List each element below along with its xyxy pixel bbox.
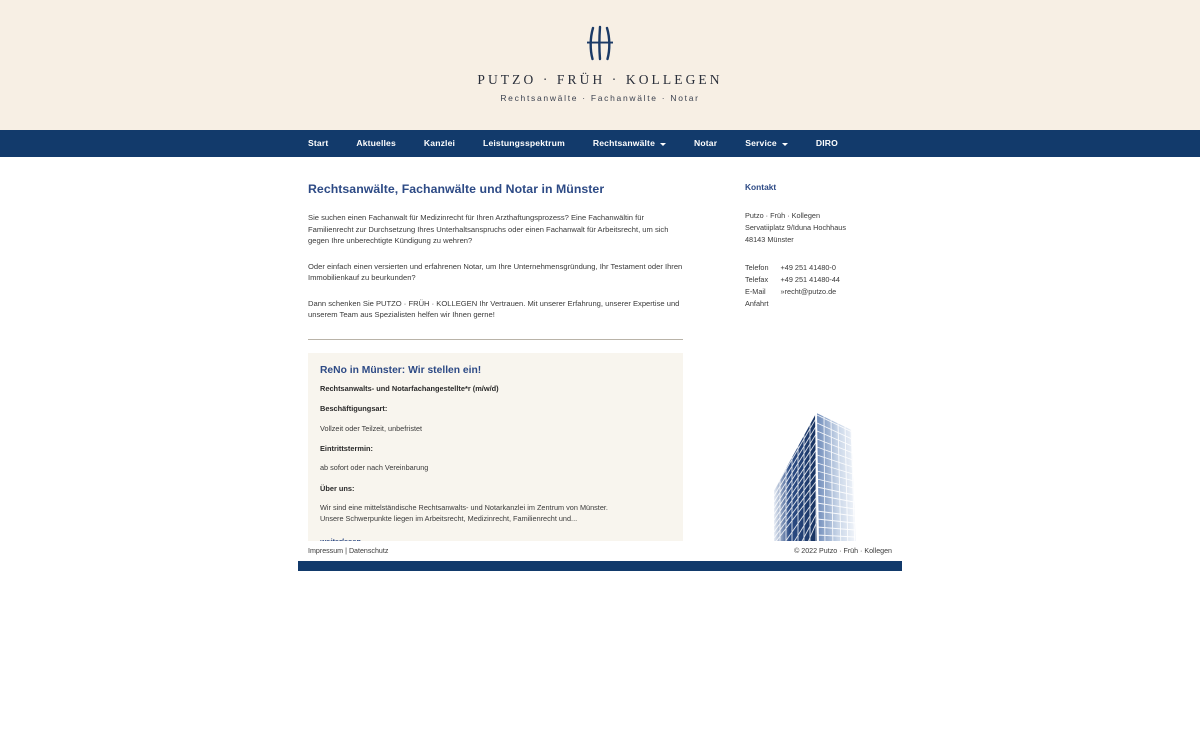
address-line-3: 48143 Münster: [745, 234, 794, 244]
footer: [298, 541, 902, 561]
job-about-label: Über uns:: [320, 483, 355, 493]
footer-separator: |: [345, 547, 347, 555]
contact-value-fax: +49 251 41480-44: [780, 275, 840, 285]
job-field-label-startdate: Eintrittstermin:: [320, 444, 373, 454]
nav-item-start[interactable]: [298, 130, 342, 157]
contact-sidebar: [745, 157, 895, 310]
nav-item-leistungsspektrum[interactable]: [469, 130, 579, 157]
job-about-line-2: Unsere Schwerpunkte liegen im Arbeitsrecht, Medizinrecht, Familienrecht und...: [320, 514, 578, 524]
nav-label: Aktuelles: [356, 138, 396, 148]
contact-row-phone: [745, 262, 840, 274]
job-posting-box: [308, 353, 683, 563]
contact-title: Kontakt: [745, 182, 777, 192]
nav-label: Leistungsspektrum: [483, 138, 565, 148]
job-posting-title: ReNo in Münster: Wir stellen ein!: [320, 364, 482, 376]
directions-link[interactable]: Anfahrt: [745, 298, 769, 308]
nav-item-rechtsanwaelte[interactable]: [579, 130, 680, 157]
contact-value-email[interactable]: [781, 286, 840, 298]
job-about-line-1: Wir sind eine mittelständische Rechtsanwalts- und Notarkanzlei im Zentrum von Münster.: [320, 503, 608, 513]
brand-name: PUTZO · FRÜH · KOLLEGEN: [477, 72, 723, 87]
contact-value-phone: +49 251 41480-0: [780, 263, 836, 273]
nav-label: Rechtsanwälte: [592, 138, 656, 148]
address-line-1: Putzo · Früh · Kollegen: [745, 211, 821, 220]
nav-label: DIRO: [815, 138, 838, 148]
nav-label: Notar: [694, 138, 718, 148]
contact-row-fax: [745, 274, 840, 286]
job-field-value-startdate: ab sofort oder nach Vereinbarung: [320, 463, 429, 473]
contact-label-fax: Telefax: [745, 275, 769, 285]
intro-paragraph-3: Dann schenken Sie PUTZO · FRÜH · KOLLEGEN Ihr Vertrauen. Mit unserer Erfahrung, unserer Expertise und unserem Team aus Spezialisten helfen wir Ihnen gerne!: [308, 298, 680, 320]
contact-row-email: [745, 286, 840, 298]
job-field-value-employment: Vollzeit oder Teilzeit, unbefristet: [320, 423, 423, 433]
nav-label: Service: [745, 138, 777, 148]
job-field-label-employment: Beschäftigungsart:: [320, 404, 388, 414]
chevron-down-icon: [782, 143, 788, 146]
header-band: [0, 0, 1200, 130]
page-title: Rechtsanwälte, Fachanwälte und Notar in Münster: [308, 182, 605, 196]
footer-accent-bar: [298, 561, 902, 571]
contact-row-directions: [745, 298, 840, 310]
brand-subtitle: Rechtsanwälte · Fachanwälte · Notar: [500, 93, 700, 103]
three-stroke-emblem-icon: [578, 22, 622, 64]
directions-cell[interactable]: [745, 298, 840, 310]
job-position-label: Rechtsanwalts- und Notarfachangestellte*r (m/w/d): [320, 384, 499, 394]
nav-item-service[interactable]: [731, 130, 802, 157]
chevron-down-icon: [660, 143, 666, 146]
footer-links: [308, 547, 388, 555]
intro-paragraph-2: Oder einfach einen versierten und erfahrenen Notar, um Ihre Unternehmensgründung, Ihr Testament oder Ihren Immobilienkauf zu beurkunden?: [308, 261, 683, 283]
privacy-link[interactable]: Datenschutz: [348, 547, 389, 555]
contact-label-email: E-Mail: [745, 287, 766, 297]
nav-item-kanzlei[interactable]: [410, 130, 469, 157]
brand-logo[interactable]: [0, 0, 1200, 103]
nav-label: Kanzlei: [423, 138, 456, 148]
address-line-2: Servatiiplatz 9/Iduna Hochhaus: [745, 222, 847, 232]
contact-label-phone: Telefon: [745, 263, 769, 273]
nav-item-notar[interactable]: [680, 130, 731, 157]
main-column: [308, 157, 683, 563]
contact-address: [745, 210, 895, 245]
nav-label: Start: [308, 138, 329, 148]
nav-item-aktuelles[interactable]: [342, 130, 410, 157]
email-link[interactable]: »recht@putzo.de: [780, 287, 837, 297]
contact-details-table: [745, 262, 840, 309]
imprint-link[interactable]: Impressum: [308, 547, 344, 555]
intro-paragraph-1: Sie suchen einen Fachanwalt für Medizinrecht für Ihren Arzthaftungsprozess? Eine Fachanwältin für Familienrecht zur Durchsetzung Ihres Unterhaltsanspruchs oder einen Fachanwalt für Arbeitsrecht, um sich gegen Ihre unberechtigte Kündigung zu wehren?: [308, 212, 669, 246]
content-area: [298, 157, 902, 561]
nav-item-diro[interactable]: [802, 130, 852, 157]
copyright-text: © 2022 Putzo · Früh · Kollegen: [794, 547, 892, 555]
section-divider: [308, 339, 683, 340]
main-navigation: [0, 130, 1200, 157]
iduna-hochhaus-building-photo: [738, 382, 898, 545]
